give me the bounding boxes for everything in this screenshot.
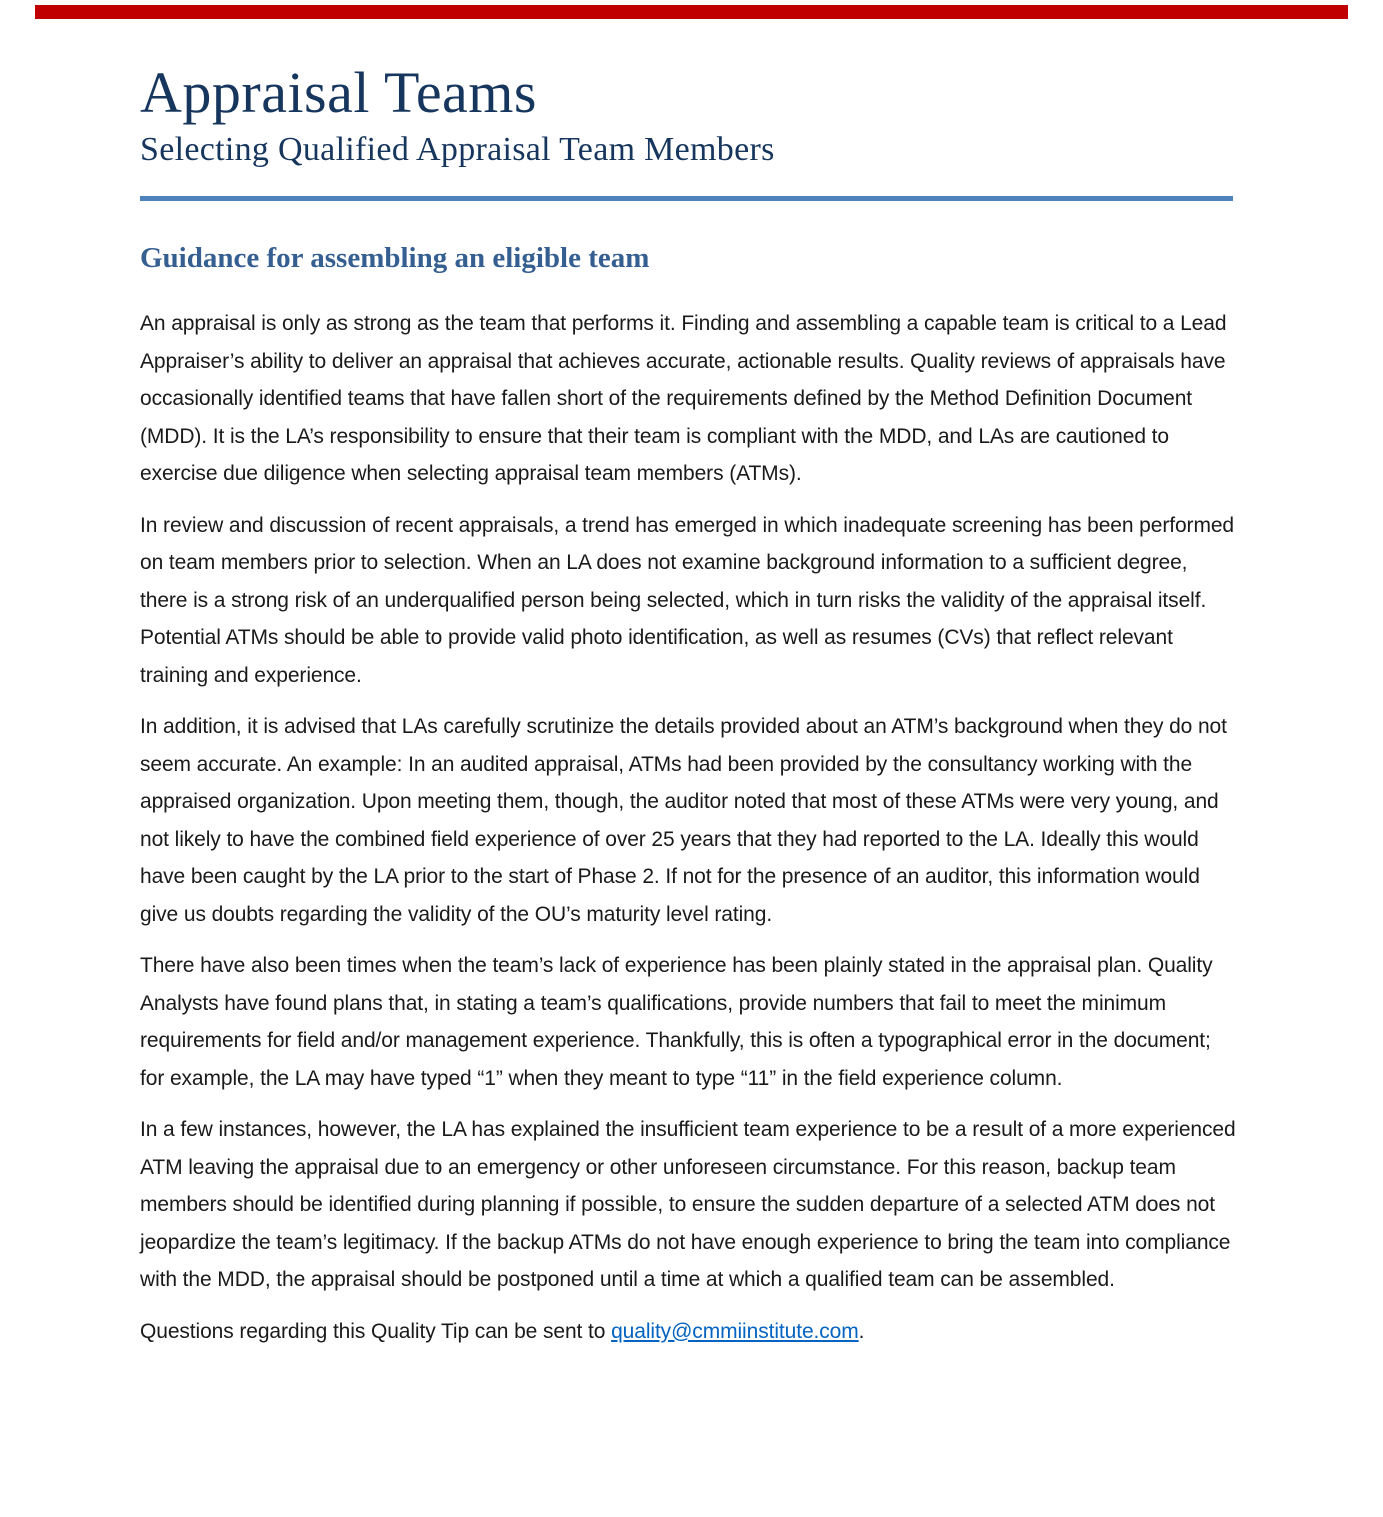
closing-period: . xyxy=(858,1319,865,1343)
document-content xyxy=(140,0,1240,1364)
body-paragraph: There have also been times when the team’s lack of experience has been plainly stated in the appraisal plan. Quality Analysts have found plans that, in stating a team’s qualifications, provide numbers that fail to meet the minimum requirements for field and/or management experience. Thankfully, this is often a typographical error in the document; for example, the LA may have typed “1” when they meant to type “11” in the field experience column. xyxy=(140,954,1213,1090)
email-link[interactable]: quality@cmmiinstitute.com xyxy=(611,1319,859,1343)
closing-text: Questions regarding this Quality Tip can be sent to xyxy=(140,1319,612,1343)
section-heading: Guidance for assembling an eligible team xyxy=(140,242,650,274)
body-paragraph: In a few instances, however, the LA has explained the insufficient team experience to be a result of a more experienced ATM leaving the appraisal due to an emergency or other unforeseen circumstance. For this reason, backup team members should be identified during planning if possible, to ensure the sudden departure of a selected ATM does not jeopardize the team’s legitimacy. If the backup ATMs do not have enough experience to bring the team into compliance with the MDD, the appraisal should be postponed until a time at which a qualified team can be assembled. xyxy=(140,1118,1236,1291)
body-paragraph: An appraisal is only as strong as the team that performs it. Finding and assembling a capable team is critical to a Lead Appraiser’s ability to deliver an appraisal that achieves accurate, actionable results. Quality reviews of appraisals have occasionally identified teams that have fallen short of the requirements defined by the Method Definition Document (MDD). It is the LA’s responsibility to ensure that their team is compliant with the MDD, and LAs are cautioned to exercise due diligence when selecting appraisal team members (ATMs). xyxy=(140,312,1227,485)
body-paragraph: In review and discussion of recent appraisals, a trend has emerged in which inadequate screening has been performed on team members prior to selection. When an LA does not examine background information to a sufficient degree, there is a strong risk of an underqualified person being selected, which in turn risks the validity of the appraisal itself. Potential ATMs should be able to provide valid photo identification, as well as resumes (CVs) that reflect relevant training and experience. xyxy=(140,513,1234,687)
body-paragraph: In addition, it is advised that LAs carefully scrutinize the details provided about an ATM’s background when they do not seem accurate. An example: In an audited appraisal, ATMs had been provided by the consultancy working with the appraised organization. Upon meeting them, though, the auditor noted that most of these ATMs were very young, and not likely to have the combined field experience of over 25 years that they had reported to the LA. Ideally this would have been caught by the LA prior to the start of Phase 2. If not for the presence of an auditor, this information would give us doubts regarding the validity of the OU’s maturity level rating. xyxy=(140,715,1227,926)
closing-paragraph xyxy=(140,1313,1240,1351)
title-underline-rule xyxy=(140,196,1233,201)
document-title: Appraisal Teams xyxy=(140,60,537,125)
document-subtitle: Selecting Qualified Appraisal Team Members xyxy=(140,131,775,168)
body-text-block xyxy=(140,305,1240,1350)
